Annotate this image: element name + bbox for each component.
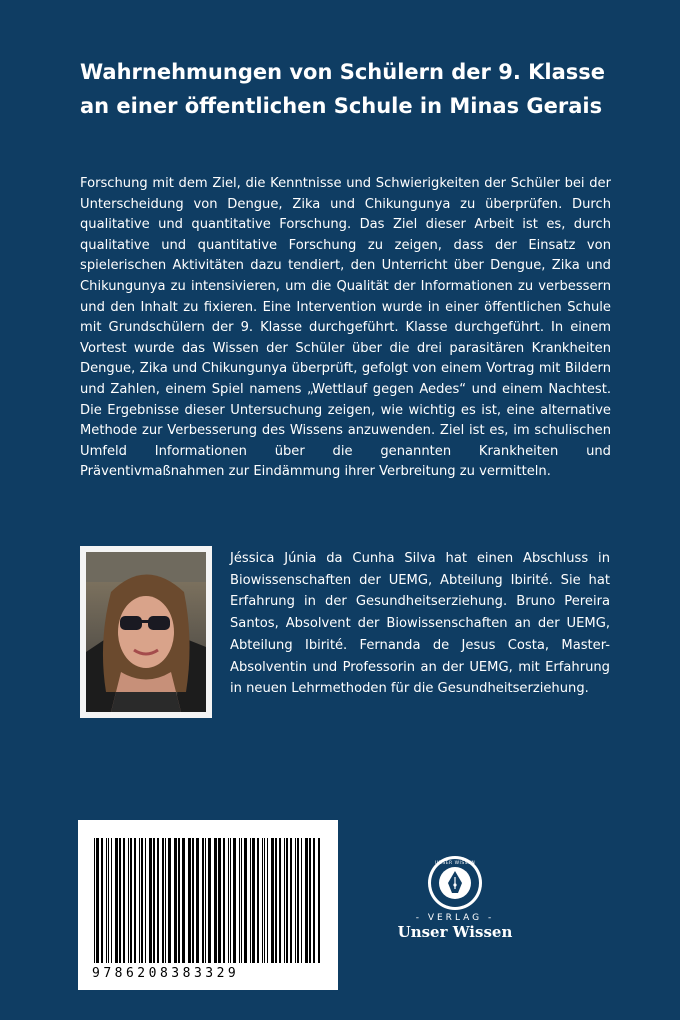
barcode-bar	[252, 838, 255, 963]
barcode-bar	[244, 838, 247, 963]
barcode-bar	[208, 838, 211, 963]
isbn-barcode	[78, 820, 338, 990]
barcode-bar	[214, 838, 217, 963]
publisher-logo	[390, 855, 520, 955]
barcode-bar	[284, 838, 285, 963]
isbn-number: 9786208383329	[92, 966, 240, 981]
barcode-bar	[295, 838, 296, 963]
author-bio: Jéssica Júnia da Cunha Silva hat einen Abschluss in Biowissenschaften der UEMG, Abteilung Ibirité. Sie hat Erfahrung in der Gesundheitserziehung. Bruno Pereira Santos, Absolvent der Biowissenschaften an der UEMG, Abteilung Ibirité. Fernanda de Jesus Costa, Master-Absolventin und Professorin an der UEMG, mit Erfahrung in neuen Lehrmethoden für die Gesundheitserziehung.	[230, 551, 610, 697]
barcode-bar	[94, 838, 95, 963]
barcode-bar	[174, 838, 177, 963]
barcode-bar	[286, 838, 288, 963]
barcode-bar	[130, 838, 132, 963]
barcode-bar	[188, 838, 191, 963]
barcode-bar	[153, 838, 155, 963]
barcode-bar	[257, 838, 259, 963]
barcode-bar	[318, 838, 320, 963]
barcode-bars	[92, 838, 324, 963]
barcode-bar	[168, 838, 171, 963]
barcode-bar	[149, 838, 152, 963]
barcode-bar	[165, 838, 166, 963]
barcode-bar	[301, 838, 302, 963]
barcode-bar	[141, 838, 143, 963]
barcode-bar	[196, 838, 199, 963]
barcode-bar	[233, 838, 236, 963]
barcode-bar	[241, 838, 242, 963]
book-abstract: Forschung mit dem Ziel, die Kenntnisse und Schwierigkeiten der Schüler bei der Unterscheidung von Dengue, Zika und Chikungunya zu überprüfen. Durch qualitative und quantitative Forschung. Das Ziel dieser Arbeit ist es, durch qualitative und quantitative Forschung zu zeigen, dass der Einsatz von spielerischen Aktivitäten dazu tendiert, den Unterricht über Dengue, Zika und Chikungunya zu intensivieren, um die Qualität der Informationen zu verbessern und den Inhalt zu fixieren. Eine Intervention wurde in einer öffentlichen Schule mit Grundschülern der 9. Klasse durchgeführt. Klasse durchgeführt. In einem Vortest wurde das Wissen der Schüler über die drei parasitären Krankheiten Dengue, Zika und Chikungunya überprüft, gefolgt von einem Vortrag mit Bildern und Zahlen, einem Spiel namens „Wettlauf gegen Aedes“ und einem Nachtest. Die Ergebnisse dieser Untersuchung zeigen, wie wichtig es ist, eine alternative Methode zur Verbesserung des Wissens anzuwenden. Ziel ist es, im schulischen Umfeld Informationen über die genannten Krankheiten und Präventivmaßnahmen zur Eindämmung ihrer Verbreitung zu vermitteln.	[80, 176, 611, 480]
barcode-bar	[279, 838, 281, 963]
barcode-bar	[290, 838, 292, 963]
svg-text:UNSER WISSEN: UNSER WISSEN	[434, 861, 476, 866]
publisher-name: Unser Wissen	[397, 923, 513, 941]
barcode-bar	[182, 838, 185, 963]
barcode-bar	[115, 838, 118, 963]
barcode-bar	[108, 838, 109, 963]
barcode-bar	[162, 838, 164, 963]
barcode-bar	[178, 838, 180, 963]
barcode-bar	[267, 838, 268, 963]
barcode-bar	[145, 838, 146, 963]
barcode-bar	[305, 838, 308, 963]
barcode-bar	[297, 838, 299, 963]
barcode-bar	[239, 838, 240, 963]
barcode-bar	[202, 838, 204, 963]
barcode-bar	[157, 838, 159, 963]
barcode-bar	[123, 838, 125, 963]
barcode-bar	[309, 838, 311, 963]
barcode-bar	[262, 838, 263, 963]
barcode-bar	[111, 838, 112, 963]
barcode-bar	[139, 838, 140, 963]
barcode-bar	[119, 838, 121, 963]
barcode-bar	[250, 838, 251, 963]
barcode-bar	[271, 838, 274, 963]
author-photo	[80, 546, 212, 718]
barcode-bar	[128, 838, 129, 963]
barcode-bar	[218, 838, 221, 963]
barcode-bar	[106, 838, 107, 963]
barcode-bar	[275, 838, 277, 963]
barcode-bar	[230, 838, 231, 963]
barcode-bar	[96, 838, 99, 963]
fountain-pen-nib-icon	[427, 855, 483, 911]
barcode-bar	[205, 838, 206, 963]
book-title: Wahrnehmungen von Schülern der 9. Klasse an einer öffentlichen Schule in Minas Gerais	[80, 60, 605, 118]
barcode-bar	[313, 838, 315, 963]
barcode-bar	[192, 838, 194, 963]
barcode-bar	[134, 838, 136, 963]
barcode-bar	[101, 838, 103, 963]
author-portrait-image	[86, 552, 206, 712]
barcode-bar	[264, 838, 265, 963]
barcode-bar	[228, 838, 229, 963]
barcode-bar	[223, 838, 225, 963]
verlag-label: - VERLAG -	[415, 913, 495, 923]
